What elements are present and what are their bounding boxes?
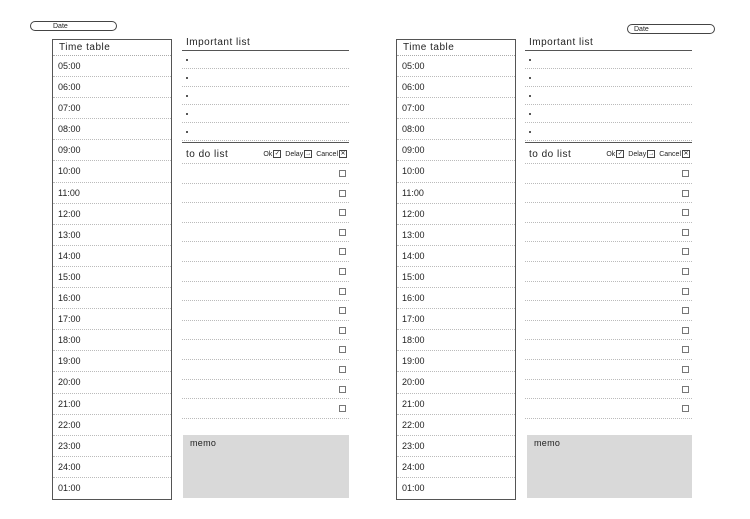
todo-item[interactable] (182, 223, 349, 243)
timetable-hour-row[interactable]: 13:00 (53, 225, 171, 246)
bullet-icon (186, 131, 188, 133)
timetable-hour-row[interactable]: 11:00 (397, 183, 515, 204)
bullet-icon (186, 77, 188, 79)
timetable-hour-row[interactable]: 18:00 (397, 330, 515, 351)
legend-label: Cancel (316, 150, 338, 158)
todo-checkbox[interactable] (682, 268, 689, 275)
todo-checkbox[interactable] (339, 327, 346, 334)
legend-delay (628, 150, 655, 158)
important-list-item[interactable] (525, 105, 692, 123)
timetable-right (396, 39, 516, 500)
timetable-hour-row[interactable]: 23:00 (397, 436, 515, 457)
timetable-hour-row[interactable]: 17:00 (53, 309, 171, 330)
timetable-hour-row[interactable]: 21:00 (53, 394, 171, 415)
timetable-hour-row[interactable]: 14:00 (397, 246, 515, 267)
legend-mark-icon: ✓ (274, 151, 280, 157)
todo-checkbox[interactable] (339, 405, 346, 412)
bullet-icon (529, 95, 531, 97)
legend-mark-icon: ✓ (617, 151, 623, 157)
timetable-hour-row[interactable]: 16:00 (397, 288, 515, 309)
todo-checkbox[interactable] (682, 346, 689, 353)
todo-checkbox[interactable] (339, 229, 346, 236)
date-label: Date (634, 26, 649, 33)
timetable-hour-row[interactable]: 20:00 (397, 372, 515, 393)
todo-item[interactable] (525, 321, 692, 341)
todo-checkbox[interactable] (682, 190, 689, 197)
date-field-left[interactable] (30, 21, 117, 31)
todo-legend (606, 150, 690, 158)
legend-label: Cancel (659, 150, 681, 158)
todo-checkbox[interactable] (682, 209, 689, 216)
important-list-item[interactable] (525, 87, 692, 105)
timetable-hour-row[interactable]: 06:00 (53, 77, 171, 98)
legend-mark-icon: → (648, 151, 655, 157)
timetable-title: Time table (53, 40, 171, 56)
todo-checkbox[interactable] (682, 288, 689, 295)
timetable-hour-row[interactable]: 10:00 (53, 161, 171, 182)
important-list-item[interactable] (182, 69, 349, 87)
todo-item[interactable] (182, 301, 349, 321)
timetable-hour-row[interactable]: 22:00 (397, 415, 515, 436)
timetable-hour-row[interactable]: 07:00 (397, 98, 515, 119)
todo-checkbox[interactable] (682, 307, 689, 314)
important-list-title: Important list (525, 37, 692, 51)
important-list-left (182, 37, 349, 141)
todo-legend (263, 150, 347, 158)
memo-label: memo (534, 438, 561, 448)
timetable-hour-row[interactable]: 16:00 (53, 288, 171, 309)
todo-checkbox[interactable] (682, 170, 689, 177)
legend-mark-icon: → (305, 151, 312, 157)
timetable-hour-row[interactable]: 05:00 (53, 56, 171, 77)
bullet-icon (529, 113, 531, 115)
todo-item[interactable] (182, 321, 349, 341)
timetable-hour-row[interactable]: 19:00 (397, 351, 515, 372)
legend-cancel (316, 150, 347, 158)
timetable-hour-row[interactable]: 14:00 (53, 246, 171, 267)
timetable-rows (397, 56, 515, 499)
timetable-hour-row[interactable]: 18:00 (53, 330, 171, 351)
todo-checkbox[interactable] (682, 248, 689, 255)
todo-rows (182, 164, 349, 419)
todo-title: to do list (529, 149, 572, 160)
todo-item[interactable] (182, 203, 349, 223)
todo-item[interactable] (182, 380, 349, 400)
timetable-hour-row[interactable]: 05:00 (397, 56, 515, 77)
todo-item[interactable] (525, 380, 692, 400)
bullet-icon (529, 59, 531, 61)
todo-checkbox[interactable] (339, 346, 346, 353)
todo-checkbox[interactable] (339, 386, 346, 393)
todo-checkbox[interactable] (339, 190, 346, 197)
timetable-hour-row[interactable]: 08:00 (397, 119, 515, 140)
timetable-left (52, 39, 172, 500)
todo-item[interactable] (525, 242, 692, 262)
important-list-rows (182, 51, 349, 141)
important-list-rows (525, 51, 692, 141)
todo-checkbox[interactable] (339, 248, 346, 255)
todo-item[interactable] (182, 184, 349, 204)
bullet-icon (529, 77, 531, 79)
timetable-hour-row[interactable]: 11:00 (53, 183, 171, 204)
date-field-right[interactable] (627, 24, 715, 34)
todo-checkbox[interactable] (339, 209, 346, 216)
todo-item[interactable] (525, 360, 692, 380)
important-list-item[interactable] (182, 123, 349, 141)
todo-item[interactable] (525, 184, 692, 204)
todo-item[interactable] (182, 399, 349, 419)
todo-header (525, 142, 692, 164)
important-list-item[interactable] (182, 105, 349, 123)
todo-checkbox[interactable] (339, 170, 346, 177)
todo-item[interactable] (525, 340, 692, 360)
legend-cancel (659, 150, 690, 158)
legend-delay (285, 150, 312, 158)
date-label: Date (53, 23, 68, 30)
timetable-hour-row[interactable]: 12:00 (397, 204, 515, 225)
todo-checkbox[interactable] (339, 268, 346, 275)
legend-mark-icon: ✕ (683, 151, 689, 157)
todo-item[interactable] (182, 340, 349, 360)
timetable-hour-row[interactable]: 06:00 (397, 77, 515, 98)
todo-item[interactable] (525, 262, 692, 282)
todo-checkbox[interactable] (682, 386, 689, 393)
bullet-icon (186, 59, 188, 61)
memo-area-right[interactable] (527, 435, 692, 498)
todo-checkbox[interactable] (682, 327, 689, 334)
todo-list-right (525, 142, 692, 419)
timetable-hour-row[interactable]: 09:00 (397, 140, 515, 161)
bullet-icon (186, 113, 188, 115)
legend-label: Delay (285, 150, 304, 158)
bullet-icon (186, 95, 188, 97)
timetable-hour-row[interactable]: 23:00 (53, 436, 171, 457)
todo-list-left (182, 142, 349, 419)
legend-label: Delay (628, 150, 647, 158)
timetable-hour-row[interactable]: 09:00 (53, 140, 171, 161)
important-list-item[interactable] (182, 51, 349, 69)
todo-checkbox[interactable] (682, 405, 689, 412)
timetable-hour-row[interactable]: 20:00 (53, 372, 171, 393)
important-list-item[interactable] (182, 87, 349, 105)
todo-header (182, 142, 349, 164)
important-list-item[interactable] (525, 69, 692, 87)
todo-item[interactable] (182, 360, 349, 380)
timetable-rows (53, 56, 171, 499)
legend-label: Ok (606, 150, 616, 158)
todo-checkbox[interactable] (682, 366, 689, 373)
todo-title: to do list (186, 149, 229, 160)
timetable-hour-row[interactable]: 17:00 (397, 309, 515, 330)
important-list-item[interactable] (525, 123, 692, 141)
timetable-hour-row[interactable]: 13:00 (397, 225, 515, 246)
important-list-right (525, 37, 692, 141)
timetable-hour-row[interactable]: 01:00 (58, 482, 81, 493)
timetable-hour-row[interactable]: 08:00 (53, 119, 171, 140)
todo-checkbox[interactable] (339, 307, 346, 314)
legend-ok (606, 150, 624, 158)
timetable-title: Time table (397, 40, 515, 56)
todo-item[interactable] (525, 223, 692, 243)
todo-checkbox[interactable] (682, 229, 689, 236)
todo-rows (525, 164, 692, 419)
todo-item[interactable] (525, 301, 692, 321)
timetable-hour-row[interactable]: 21:00 (397, 394, 515, 415)
todo-item[interactable] (525, 399, 692, 419)
timetable-hour-row[interactable]: 24:00 (397, 457, 515, 478)
todo-item[interactable] (182, 164, 349, 184)
todo-item[interactable] (525, 164, 692, 184)
timetable-hour-row[interactable]: 19:00 (53, 351, 171, 372)
todo-checkbox[interactable] (339, 366, 346, 373)
memo-area-left[interactable] (183, 435, 349, 498)
timetable-hour-row[interactable]: 15:00 (53, 267, 171, 288)
important-list-item[interactable] (525, 51, 692, 69)
legend-mark-icon: ✕ (340, 151, 346, 157)
legend-label: Ok (263, 150, 273, 158)
todo-item[interactable] (525, 282, 692, 302)
todo-checkbox[interactable] (339, 288, 346, 295)
timetable-hour-row[interactable]: 12:00 (53, 204, 171, 225)
timetable-hour-row[interactable]: 15:00 (397, 267, 515, 288)
legend-ok (263, 150, 281, 158)
timetable-hour-row[interactable]: 01:00 (402, 482, 425, 493)
todo-item[interactable] (525, 203, 692, 223)
important-list-title: Important list (182, 37, 349, 51)
memo-label: memo (190, 438, 217, 448)
todo-item[interactable] (182, 262, 349, 282)
timetable-hour-row[interactable]: 07:00 (53, 98, 171, 119)
timetable-hour-row[interactable]: 10:00 (397, 161, 515, 182)
todo-item[interactable] (182, 282, 349, 302)
timetable-hour-row[interactable]: 22:00 (53, 415, 171, 436)
todo-item[interactable] (182, 242, 349, 262)
timetable-hour-row[interactable]: 24:00 (53, 457, 171, 478)
bullet-icon (529, 131, 531, 133)
